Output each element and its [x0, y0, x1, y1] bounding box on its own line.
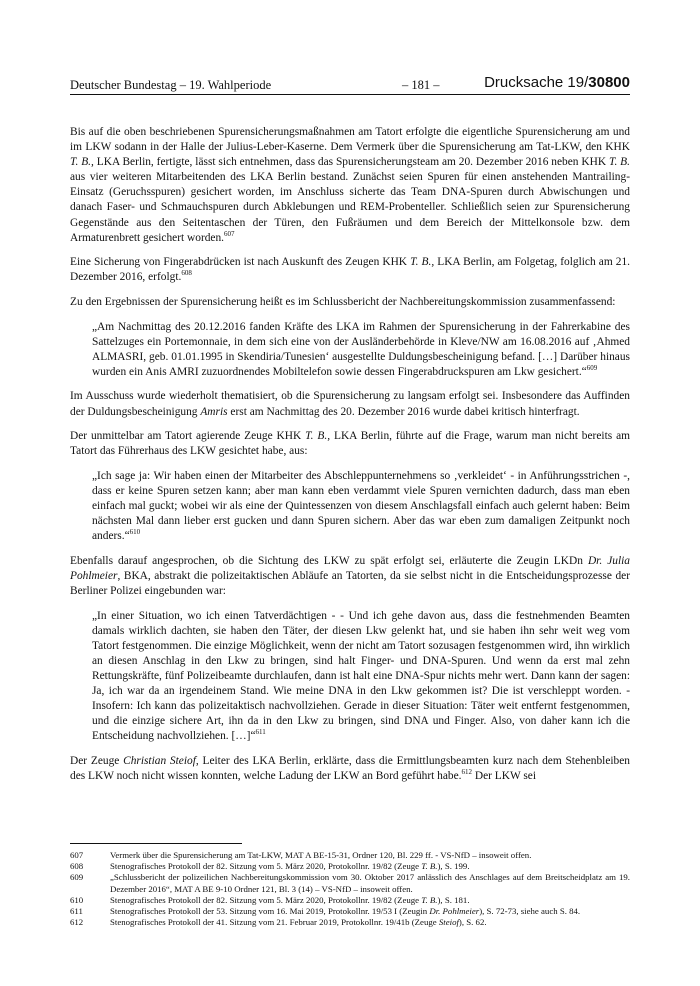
- footnote-divider: [70, 843, 242, 844]
- body-text: [70, 125, 630, 794]
- footnote-number: 611: [70, 906, 83, 917]
- person-name: Dr. Julia Pohlmeier: [70, 554, 630, 582]
- footnote-number: 610: [70, 894, 84, 905]
- footnote-text: Stenografisches Protokoll der 53. Sitzung vom 16. Mai 2019, Protokollnr. 19/53 I (Zeugin Dr. Pohlmeier), S. 72-73, siehe auch S. 84.: [110, 906, 581, 917]
- paragraph-2: Eine Sicherung von Fingerabdrücken ist nach Auskunft des Zeugen KHK T. B., LKA Berlin, am Folgetag, folglich am 21. Dezember 2016, erfolgt.$^{608}$: [70, 256, 630, 284]
- footnote: [70, 872, 630, 894]
- footnote: [70, 861, 630, 872]
- paragraph-6: Ebenfalls darauf angesprochen, ob die Sichtung des LKW zu spät erfolgt sei, erläuterte die Zeugin LKDn Dr. Julia Pohlmeier, BKA, abstrakt die polizeitaktischen Abläufe an Tatorten, da sie selbst nicht in die Entscheidungsprozesse der Berliner Polizei eingebunden war:: [70, 554, 630, 597]
- person-name: T. B.,: [305, 430, 331, 443]
- footnote-text: Stenografisches Protokoll der 41. Sitzung vom 21. Februar 2019, Protokollnr. 19/41b (Zeuge Steiof), S. 62.: [110, 917, 487, 928]
- footnotes: [70, 850, 630, 928]
- footnote: [70, 850, 630, 861]
- paragraph-1: Bis auf die oben beschriebenen Spurensicherungsmaßnahmen am Tatort erfolgte die eigentliche Spurensicherung am und im LKW sodann in der Halle der Julius-Leber-Kaserne. Dem Vermerk über die Spurensicherung am Tat-LKW, den KHK T. B., LKA Berlin, fertigte, lässt sich entnehmen, dass das Spurensicherungsteam am 20. Dezember 2016 neben KHK T. B. aus vier weiteren Mitarbeitenden des LKA Berlin bestand. Zunächst seien Spuren für einen anstehenden Mantrailing-Einsatz (Geruchsspuren) gesichert worden, im Anschluss sicherte das Team DNA-Spuren durch Abwischungen und danach Faser- und Schmauchspuren durch Abklebungen und REM-Probenteller. Schließlich seien zur Spurensicherung Gegenstände aus den Seitentaschen der Türen, den Fußräumen und dem Bereich der Mittelkonsole bzw. dem Armaturenbrett gesichert worden.$^{607}$: [70, 126, 630, 244]
- paragraph-3: Zu den Ergebnissen der Spurensicherung heißt es im Schlussbericht der Nachbereitungskommission zusammenfassend:: [70, 295, 616, 308]
- document-number-prefix: Drucksache 19/: [484, 74, 589, 91]
- person-name: T. B.,: [70, 156, 94, 169]
- person-name: Christian Steiof: [123, 754, 196, 767]
- person-name: Amris: [200, 405, 228, 418]
- paragraph-7: Der Zeuge Christian Steiof, Leiter des LKA Berlin, erklärte, dass die Ermittlungsbeamten kurz nach dem Stehenbleiben des LKW noch nicht wissen konnten, welche Ladung der LKW an Bord geführt habe.$^{612}$ Der LKW sei: [70, 754, 630, 782]
- paragraph-5: Der unmittelbar am Tatort agierende Zeuge KHK T. B., LKA Berlin, führte auf die Frage, warum man nicht bereits am Tatort das Führerhaus des LKW gesichtet habe, aus:: [70, 430, 630, 458]
- footnote: [70, 917, 630, 928]
- footnote-text: Stenografisches Protokoll der 82. Sitzung vom 5. März 2020, Protokollnr. 19/82 (Zeuge T. B.), S. 199.: [110, 861, 470, 872]
- footnote-number: 612: [70, 917, 84, 928]
- footnote: [70, 906, 630, 917]
- footnote-number: 608: [70, 861, 84, 872]
- quote-3: „In einer Situation, wo ich einen Tatverdächtigen - - Und ich gehe davon aus, dass die festnehmenden Beamten damals wirklich dachten, sie haben den Täter, der diesen Lkw gelenkt hat, und sie haben ihn sehr weit weg vom Tatort festgenommen. Die einzige Möglichkeit, wenn der nicht am Tatort sozusagen festgenommen wird, ihn wirklich an diesen Anschlag in den Lkw zu bringen, sind halt Finger- und DNA-Spuren. Und wenn da erst mal zehn Rettungskräfte, fünf Polizeibeamte durchlaufen, dann ist halt eine DNA-Spur nichts mehr wert. Dann kann der sagen: Ja, ich war da an irgendeinem Stand. Wie meine DNA in den Lkw gekommen ist? Die ist verschleppt worden. - Insofern: Ich kann das polizeitaktisch nachvollziehen. Gerade in dieser Situation: Täter weit entfernt festgenommen, und die einzige sichere Art, ihn da in den Lkw zu bringen, sind DNA und Finger. Also, von daher kann ich die Entscheidung nachvollziehen. […]“$^{611}$: [92, 609, 630, 743]
- paragraph-4: Im Ausschuss wurde wiederholt thematisiert, ob die Spurensicherung zu langsam erfolgt sei. Insbesondere das Auffinden der Duldungsbescheinigung Amris erst am Nachmittag des 20. Dezember 2016 wurde dabei kritisch hinterfragt.: [70, 390, 630, 418]
- page-number: – 181 –: [402, 78, 440, 92]
- footnote-number: 609: [70, 872, 84, 883]
- person-name: T. B.: [608, 156, 630, 169]
- quote-2: „Ich sage ja: Wir haben einen der Mitarbeiter des Abschleppunternehmens so ‚verkleidet‘ - in Anführungsstrichen -, dass er keine Spuren setzen kann; aber man kann eben verdammt viele Spuren vernichten dadurch, dass man eben einfach mal guckt; wobei wir als eine der Quintessenzen von diesem Anschlagsfall einfach auch gelernt haben: Beim nächsten Mal dann lieber erst gucken und dann Spuren sichern. Aber das war eben zum damaligen Zeitpunkt noch anders.“$^{610}$: [92, 469, 630, 543]
- quote-1: „Am Nachmittag des 20.12.2016 fanden Kräfte des LKA im Rahmen der Spurensicherung in der Fahrerkabine des Sattelzuges ein Portemonnaie, in dem sich eine von der Ausländerbehörde in Kleve/NW am 16.08.2016 auf ‚Ahmed ALMASRI, geb. 01.01.1995 in Skendiria/Tunesien‘ ausgestellte Duldungsbescheinigung befand. […] Darüber hinaus wurden ein Anis AMRI zuzuordnendes Mobiltelefon sowie dessen Fingerabdruckspuren am Lkw gesichert.“$^{609}$: [92, 320, 630, 378]
- footnote: [70, 895, 630, 906]
- document-number: [484, 74, 630, 91]
- footnote-text: „Schlussbericht der polizeilichen Nachbereitungskommission vom 30. Oktober 2017 anlässlich des Anschlages auf dem Breitscheidplatz am 19. Dezember 2016“, MAT A BE 9-10 Ordner 121, Bl. 3 (14) – VS-NfD – insoweit offen.: [110, 872, 630, 894]
- footnote-ref[interactable]: 607: [224, 229, 235, 238]
- footnote-ref[interactable]: 610: [129, 528, 141, 537]
- header-publication: Deutscher Bundestag – 19. Wahlperiode: [70, 78, 272, 92]
- footnote-ref[interactable]: 608: [181, 269, 192, 278]
- page-header: [70, 74, 630, 94]
- footnote-ref[interactable]: 612: [461, 767, 472, 776]
- footnote-ref[interactable]: 611: [255, 728, 266, 737]
- footnote-ref[interactable]: 609: [586, 363, 598, 372]
- header-divider: [70, 94, 630, 95]
- footnote-text: Vermerk über die Spurensicherung am Tat-LKW, MAT A BE-15-31, Ordner 120, Bl. 229 ff. - VS-NfD – insoweit offen.: [110, 850, 532, 860]
- footnote-number: 607: [70, 850, 84, 860]
- person-name: T. B.,: [410, 256, 435, 269]
- footnote-text: Stenografisches Protokoll der 82. Sitzung vom 5. März 2020, Protokollnr. 19/82 (Zeuge T. B.), S. 181.: [110, 894, 470, 905]
- document-number-value: 30800: [588, 74, 630, 91]
